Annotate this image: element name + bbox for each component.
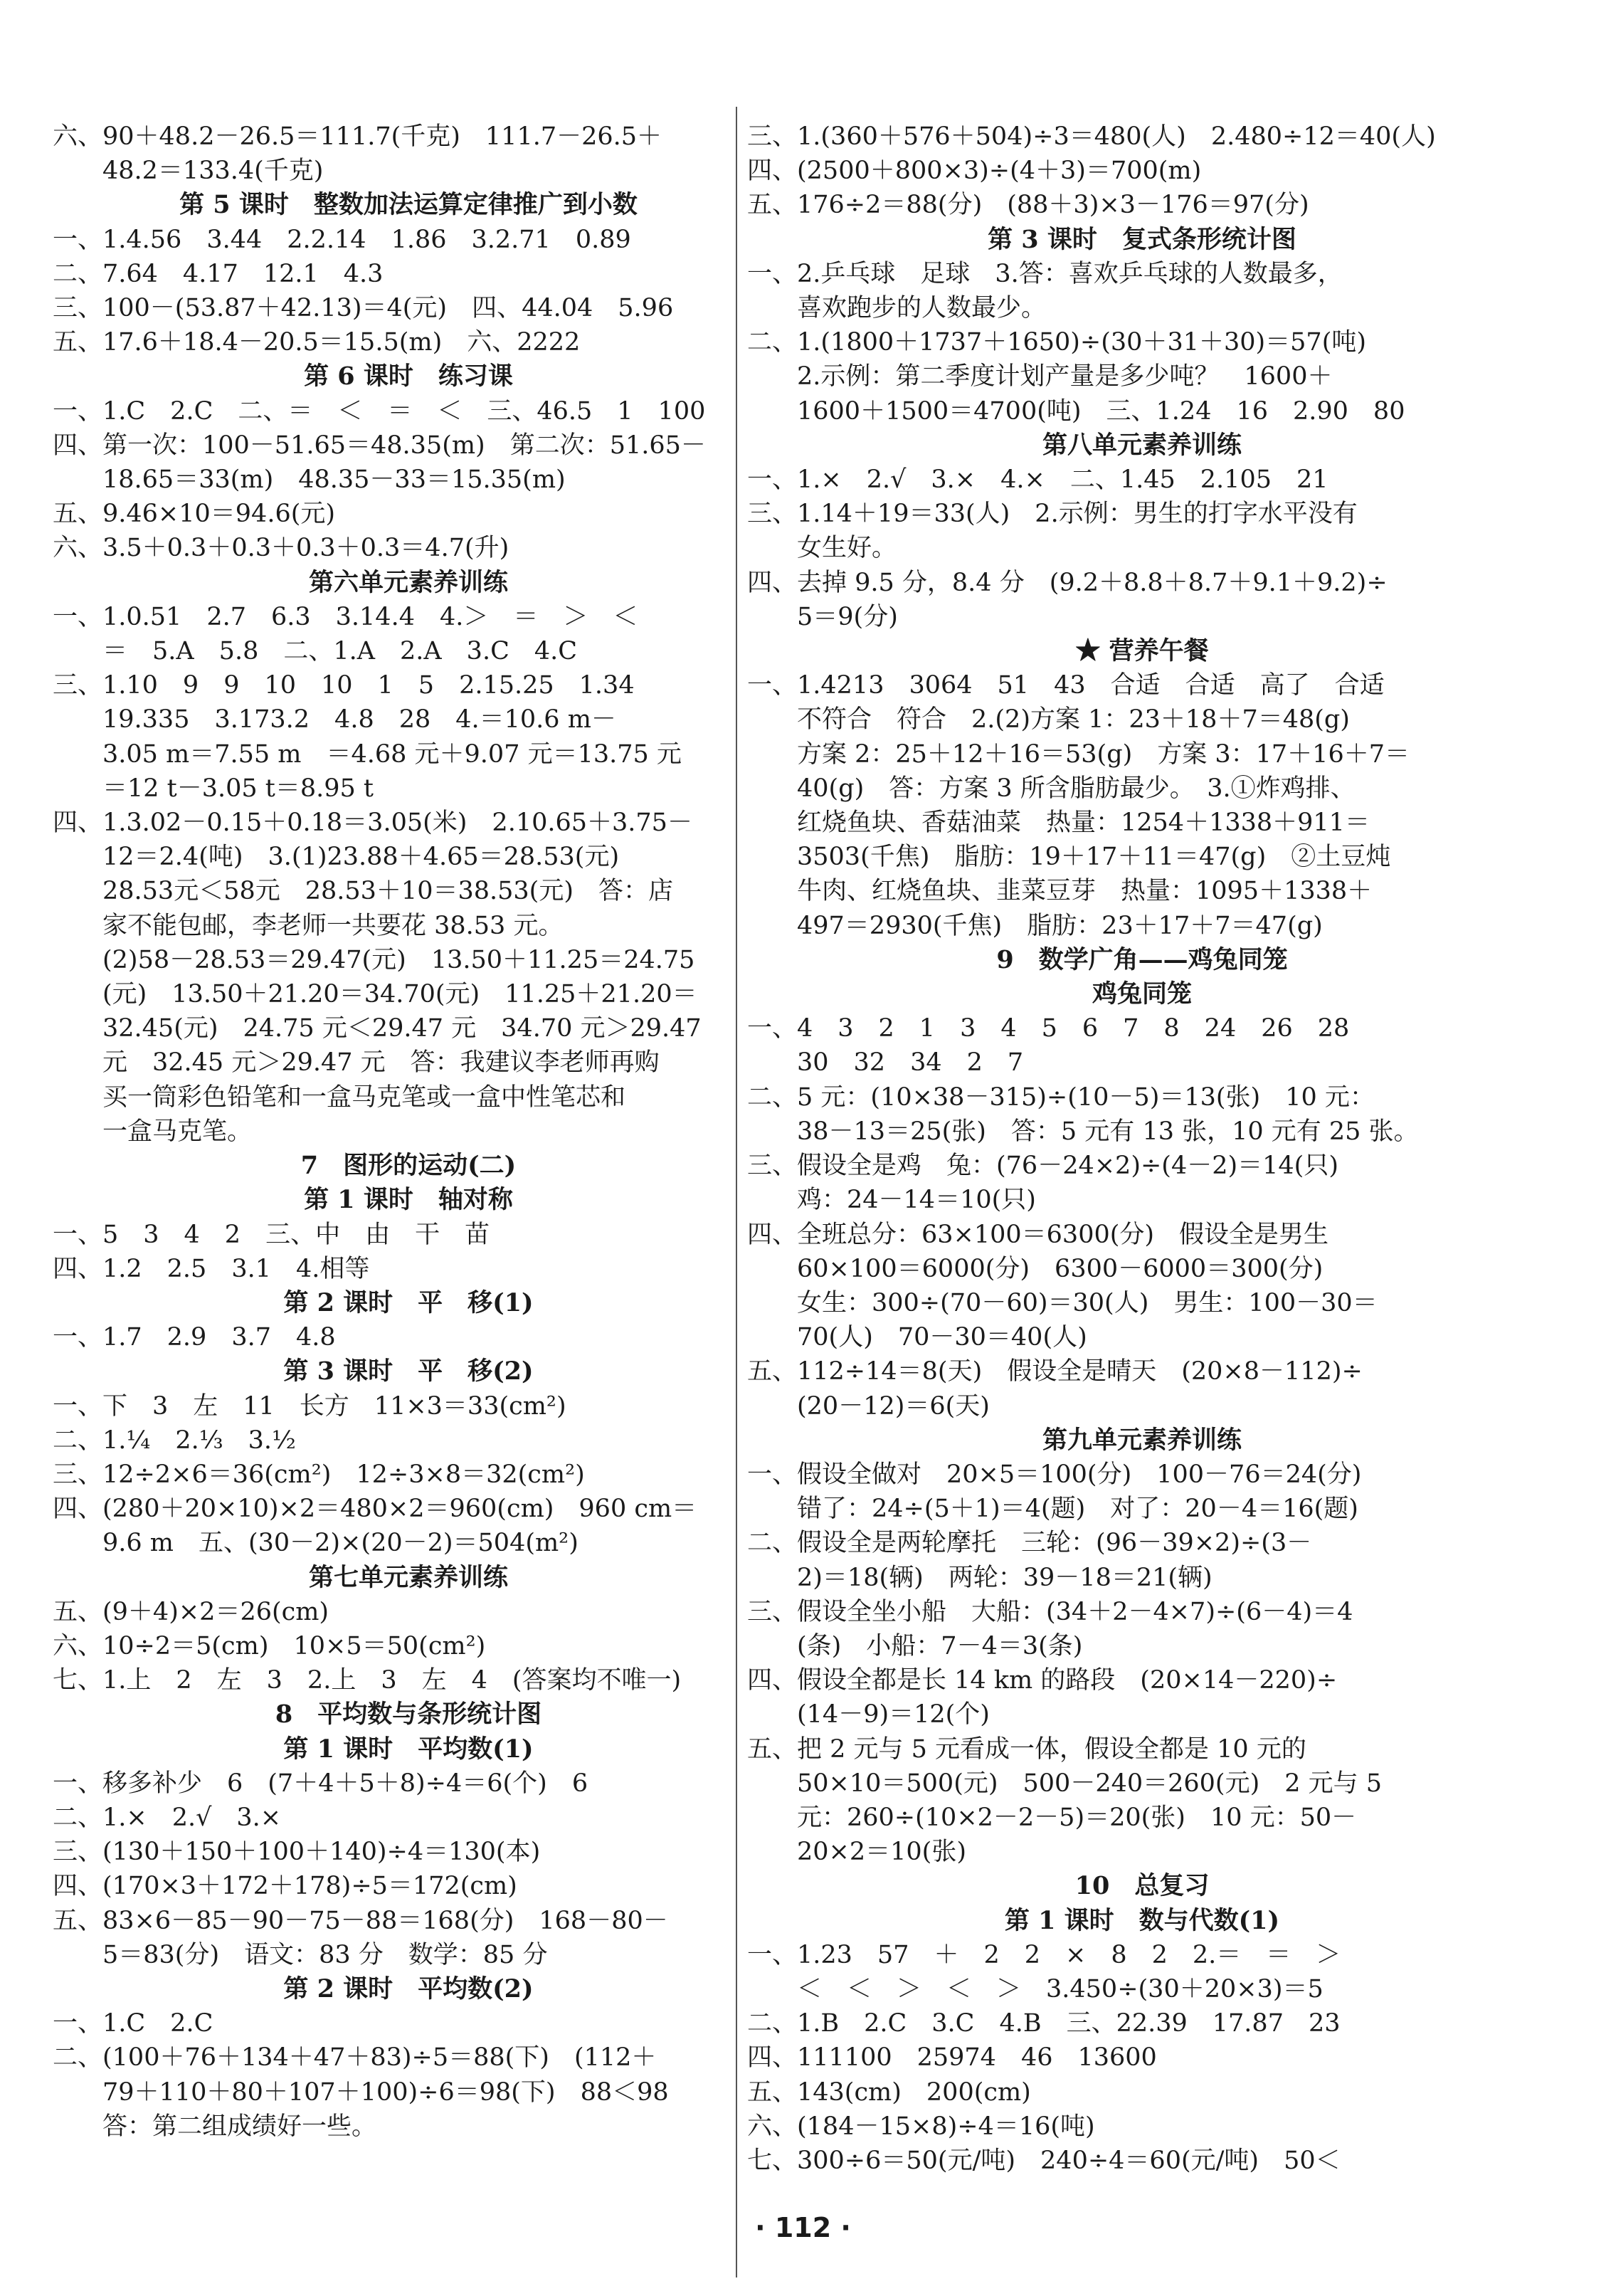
left-answer-continuation: 买一筒彩色铅笔和一盒马克笔或一盒中性笔芯和 — [102, 1083, 626, 1112]
column-divider — [736, 107, 737, 2277]
left-answer-line: 二、1.× 2.√ 3.× — [53, 1803, 282, 1832]
right-answer-line: 四、(2500＋800×3)÷(4＋3)＝700(m) — [747, 157, 1202, 186]
left-answer-line: 四、(280＋20×10)×2＝480×2＝960(cm) 960 cm＝ — [53, 1495, 697, 1524]
right-answer-line: 三、假设全坐小船 大船：(34＋2－4×7)÷(6－4)＝4 — [747, 1597, 1353, 1626]
right-answer-continuation: 38－13＝25(张) 答：5 元有 13 张，10 元有 25 张。 — [797, 1117, 1419, 1146]
right-answer-continuation: 鸡：24－14＝10(只) — [797, 1186, 1036, 1215]
right-answer-line: 五、143(cm) 200(cm) — [747, 2078, 1031, 2107]
left-answer-line: 七、1.上 2 左 3 2.上 3 左 4 (答案均不唯一) — [53, 1666, 682, 1695]
page-number: · 112 · — [755, 2212, 851, 2243]
right-answer-line: 四、111100 25974 46 13600 — [747, 2043, 1157, 2073]
left-section-heading: 第 2 课时 平 移(1) — [283, 1287, 534, 1317]
right-answer-line: 五、176÷2＝88(分) (88＋3)×3－176＝97(分) — [747, 191, 1309, 220]
left-answer-line: 三、1.10 9 9 10 10 1 5 2.15.25 1.34 — [53, 671, 635, 700]
right-answer-line: 一、1.× 2.√ 3.× 4.× 二、1.45 2.105 21 — [747, 465, 1328, 495]
right-column — [747, 120, 1537, 2178]
left-answer-continuation: 18.65＝33(m) 48.35－33＝15.35(m) — [102, 465, 566, 495]
left-answer-continuation: 家不能包邮，李老师一共要花 38.53 元。 — [102, 911, 564, 940]
left-section-heading: 第 6 课时 练习课 — [304, 362, 513, 391]
left-answer-line: 六、3.5＋0.3＋0.3＋0.3＋0.3＝4.7(升) — [53, 534, 509, 563]
left-column — [53, 120, 764, 2144]
right-answer-line: 四、去掉 9.5 分，8.4 分 (9.2＋8.8＋8.7＋9.1＋9.2)÷ — [747, 568, 1388, 597]
left-answer-continuation: 12＝2.4(吨) 3.(1)23.88＋4.65＝28.53(元) — [102, 843, 620, 872]
right-answer-line: 一、1.4213 3064 51 43 合适 合适 高了 合适 — [747, 671, 1385, 700]
right-answer-continuation: 30 32 34 2 7 — [797, 1048, 1024, 1078]
left-answer-continuation: 答：第二组成绩好一些。 — [102, 2112, 377, 2141]
right-answer-continuation: 70(人) 70－30＝40(人) — [797, 1323, 1087, 1352]
left-answer-continuation: 一盒马克笔。 — [102, 1117, 253, 1146]
left-answer-line: 一、1.C 2.C 二、＝ ＜ ＝ ＜ 三、46.5 1 100 — [53, 396, 706, 426]
left-answer-continuation: 9.6 m 五、(30－2)×(20－2)＝504(m²) — [102, 1529, 579, 1558]
left-answer-line: 六、10÷2＝5(cm) 10×5＝50(cm²) — [53, 1631, 486, 1660]
left-answer-continuation: 3.05 m＝7.55 m ＝4.68 元＋9.07 元＝13.75 元 — [102, 739, 682, 769]
right-answer-line: 五、112÷14＝8(天) 假设全是晴天 (20×8－112)÷ — [747, 1357, 1363, 1386]
right-answer-continuation: 40(g) 答：方案 3 所含脂肪最少。 3.①炸鸡排、 — [797, 774, 1356, 803]
left-answer-continuation: 79＋110＋80＋107＋100)÷6＝98(下) 88＜98 — [102, 2078, 669, 2107]
left-answer-continuation: 32.45(元) 24.75 元＜29.47 元 34.70 元＞29.47 — [102, 1014, 702, 1043]
left-answer-continuation: 28.53元＜58元 28.53＋10＝38.53(元) 答：店 — [102, 877, 673, 906]
right-answer-continuation: 女生：300÷(70－60)＝30(人) 男生：100－30＝ — [797, 1288, 1378, 1317]
left-answer-line: 五、9.46×10＝94.6(元) — [53, 500, 336, 529]
left-answer-continuation: 48.2＝133.4(千克) — [102, 157, 324, 186]
right-answer-line: 二、1.(1800＋1737＋1650)÷(30＋31＋30)＝57(吨) — [747, 328, 1367, 357]
left-answer-continuation: (元) 13.50＋21.20＝34.70(元) 11.25＋21.20＝ — [102, 980, 697, 1009]
left-answer-line: 四、1.3.02－0.15＋0.18＝3.05(米) 2.10.65＋3.75－ — [53, 809, 692, 838]
left-answer-line: 三、12÷2×6＝36(cm²) 12÷3×8＝32(cm²) — [53, 1460, 585, 1489]
left-section-heading: 第 2 课时 平均数(2) — [283, 1974, 534, 2003]
left-section-heading: 第 1 课时 轴对称 — [304, 1185, 513, 1215]
left-answer-line: 一、1.4.56 3.44 2.2.14 1.86 3.2.71 0.89 — [53, 225, 631, 254]
right-section-heading: 第九单元素养训练 — [1042, 1425, 1242, 1455]
right-answer-continuation: 喜欢跑步的人数最少。 — [797, 294, 1047, 323]
left-answer-line: 三、100－(53.87＋42.13)＝4(元) 四、44.04 5.96 — [53, 294, 674, 323]
left-answer-continuation: ＝ 5.A 5.8 二、1.A 2.A 3.C 4.C — [102, 637, 578, 666]
left-answer-line: 五、(9＋4)×2＝26(cm) — [53, 1597, 329, 1626]
right-section-heading: 9 数学广角——鸡兔同笼 — [996, 944, 1288, 974]
left-section-heading: 第七单元素养训练 — [308, 1562, 508, 1592]
right-section-heading: 第 1 课时 数与代数(1) — [1004, 1905, 1280, 1935]
right-answer-continuation: 不符合 符合 2.(2)方案 1：23＋18＋7＝48(g) — [797, 705, 1350, 734]
left-answer-continuation: 元 32.45 元＞29.47 元 答：我建议李老师再购 — [102, 1048, 660, 1078]
right-answer-line: 一、1.23 57 ＋ 2 2 × 8 2 2.＝ ＝ ＞ — [747, 1940, 1341, 1969]
left-answer-line: 二、7.64 4.17 12.1 4.3 — [53, 259, 384, 288]
right-answer-line: 六、(184－15×8)÷4＝16(吨) — [747, 2112, 1095, 2141]
right-answer-continuation: 50×10＝500(元) 500－240＝260(元) 2 元与 5 — [797, 1769, 1383, 1798]
left-answer-continuation: (2)58－28.53＝29.47(元) 13.50＋11.25＝24.75 — [102, 945, 695, 974]
left-section-heading: 8 平均数与条形统计图 — [275, 1700, 542, 1729]
right-answer-line: 三、假设全是鸡 兔：(76－24×2)÷(4－2)＝14(只) — [747, 1152, 1338, 1181]
right-answer-line: 一、假设全做对 20×5＝100(分) 100－76＝24(分) — [747, 1460, 1362, 1489]
left-answer-line: 三、(130＋150＋100＋140)÷4＝130(本) — [53, 1838, 541, 1867]
left-answer-line: 二、(100＋76＋134＋47＋83)÷5＝88(下) (112＋ — [53, 2043, 657, 2073]
right-answer-continuation: 元：260÷(10×2－2－5)＝20(张) 10 元：50－ — [797, 1803, 1357, 1832]
right-answer-continuation: 错了：24÷(5＋1)＝4(题) 对了：20－4＝16(题) — [797, 1495, 1358, 1524]
right-answer-continuation: 1600＋1500＝4700(吨) 三、1.24 16 2.90 80 — [797, 396, 1405, 426]
right-answer-line: 三、1.(360＋576＋504)÷3＝480(人) 2.480÷12＝40(人) — [747, 122, 1436, 151]
left-answer-line: 一、1.7 2.9 3.7 4.8 — [53, 1323, 336, 1352]
right-answer-continuation: (14－9)＝12(个) — [797, 1700, 990, 1729]
right-answer-continuation: 2)＝18(辆) 两轮：39－18＝21(辆) — [797, 1563, 1213, 1592]
left-answer-line: 二、1.¼ 2.⅓ 3.½ — [53, 1426, 296, 1455]
left-answer-continuation: ＝12 t－3.05 t＝8.95 t — [102, 774, 374, 803]
left-section-heading: 第 1 课时 平均数(1) — [283, 1734, 534, 1764]
right-answer-continuation: 497＝2930(千焦) 脂肪：23＋17＋7＝47(g) — [797, 911, 1323, 940]
right-section-heading: 10 总复习 — [1074, 1871, 1210, 1901]
left-answer-continuation: 19.335 3.173.2 4.8 28 4.＝10.6 m－ — [102, 705, 616, 734]
right-answer-continuation: 3503(千焦) 脂肪：19＋17＋11＝47(g) ②土豆炖 — [797, 843, 1391, 872]
right-answer-line: 四、假设全都是长 14 km 的路段 (20×14－220)÷ — [747, 1666, 1338, 1695]
right-answer-continuation: (20－12)＝6(天) — [797, 1391, 990, 1421]
left-section-heading: 第 3 课时 平 移(2) — [283, 1357, 534, 1386]
right-section-heading: ★ 营养午餐 — [1075, 636, 1209, 666]
right-answer-continuation: 60×100＝6000(分) 6300－6000＝300(分) — [797, 1254, 1324, 1283]
left-answer-line: 一、1.0.51 2.7 6.3 3.14.4 4.＞ ＝ ＞ ＜ — [53, 602, 638, 631]
left-answer-line: 四、1.2 2.5 3.1 4.相等 — [53, 1254, 370, 1283]
right-section-heading: 鸡兔同笼 — [1092, 979, 1192, 1009]
right-answer-line: 四、全班总分：63×100＝6300(分) 假设全是男生 — [747, 1220, 1329, 1249]
right-answer-continuation: 5＝9(分) — [797, 602, 898, 631]
left-answer-line: 五、17.6＋18.4－20.5＝15.5(m) 六、2222 — [53, 328, 581, 357]
left-answer-line: 四、(170×3＋172＋178)÷5＝172(cm) — [53, 1872, 517, 1901]
left-section-heading: 第 5 课时 整数加法运算定律推广到小数 — [179, 190, 638, 220]
right-answer-line: 七、300÷6＝50(元/吨) 240÷4＝60(元/吨) 50＜ — [747, 2146, 1341, 2175]
left-answer-line: 四、第一次：100－51.65＝48.35(m) 第二次：51.65－ — [53, 431, 706, 460]
right-answer-continuation: ＜ ＜ ＞ ＜ ＞ 3.450÷(30＋20×3)＝5 — [797, 1974, 1324, 2003]
right-section-heading: 第 3 课时 复式条形统计图 — [988, 224, 1296, 254]
right-answer-line: 二、1.B 2.C 3.C 4.B 三、22.39 17.87 23 — [747, 2009, 1341, 2038]
right-answer-continuation: 20×2＝10(张) — [797, 1838, 966, 1867]
left-answer-line: 一、1.C 2.C — [53, 2009, 213, 2038]
left-answer-line: 一、5 3 4 2 三、中 由 干 苗 — [53, 1220, 490, 1249]
left-answer-line: 一、下 3 左 11 长方 11×3＝33(cm²) — [53, 1391, 566, 1421]
right-answer-line: 一、4 3 2 1 3 4 5 6 7 8 24 26 28 — [747, 1014, 1350, 1043]
right-section-heading: 第八单元素养训练 — [1042, 430, 1242, 460]
left-answer-continuation: 5＝83(分) 语文：83 分 数学：85 分 — [102, 1940, 548, 1969]
right-answer-continuation: 2.示例：第二季度计划产量是多少吨？ 1600＋ — [797, 362, 1333, 391]
left-section-heading: 第六单元素养训练 — [308, 567, 508, 597]
right-answer-line: 五、把 2 元与 5 元看成一体，假设全都是 10 元的 — [747, 1734, 1306, 1764]
right-answer-continuation: 红烧鱼块、香菇油菜 热量：1254＋1338＋911＝ — [797, 809, 1370, 838]
left-answer-line: 六、90＋48.2－26.5＝111.7(千克) 111.7－26.5＋ — [53, 122, 662, 151]
right-answer-continuation: 方案 2：25＋12＋16＝53(g) 方案 3：17＋16＋7＝ — [797, 739, 1410, 769]
left-answer-line: 一、移多补少 6 (7＋4＋5＋8)÷4＝6(个) 6 — [53, 1769, 588, 1798]
left-answer-line: 五、83×6－85－90－75－88＝168(分) 168－80－ — [53, 1906, 668, 1935]
left-section-heading: 7 图形的运动(二) — [300, 1151, 517, 1181]
right-answer-line: 二、5 元：(10×38－315)÷(10－5)＝13(张) 10 元： — [747, 1083, 1375, 1112]
right-answer-continuation: (条) 小船：7－4＝3(条) — [797, 1631, 1083, 1660]
right-answer-line: 三、1.14＋19＝33(人) 2.示例：男生的打字水平没有 — [747, 500, 1358, 529]
right-answer-line: 一、2.乒乓球 足球 3.答：喜欢乒乓球的人数最多， — [747, 259, 1343, 288]
right-answer-line: 二、假设全是两轮摩托 三轮：(96－39×2)÷(3－ — [747, 1529, 1312, 1558]
right-answer-continuation: 牛肉、红烧鱼块、韭菜豆芽 热量：1095＋1338＋ — [797, 877, 1373, 906]
right-answer-continuation: 女生好。 — [797, 534, 897, 563]
